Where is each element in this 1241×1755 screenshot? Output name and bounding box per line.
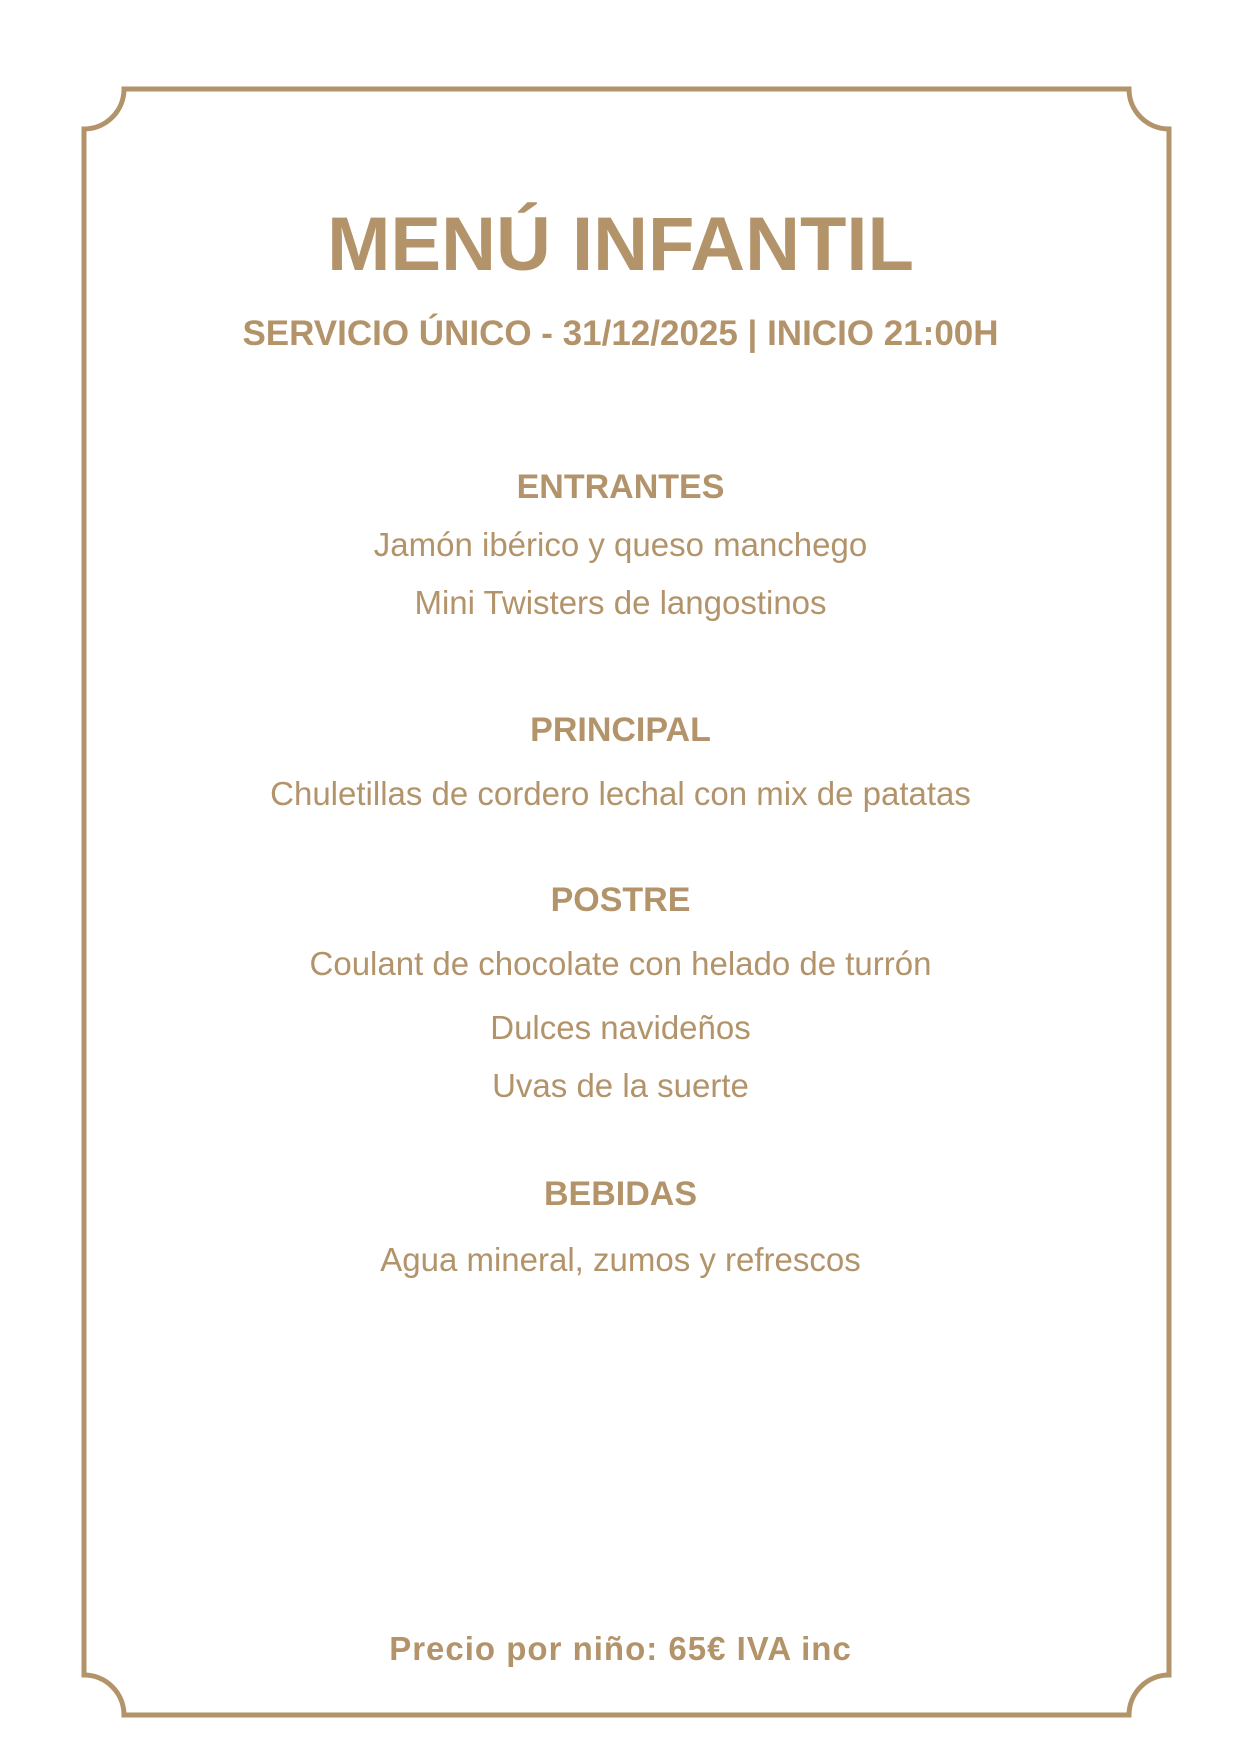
section-principal (0, 708, 1241, 816)
menu-title: MENÚ INFANTIL (327, 202, 914, 287)
price-per-child: Precio por niño: 65€ IVA inc (389, 1630, 852, 1667)
service-subtitle: SERVICIO ÚNICO - 31/12/2025 | INICIO 21:00H (242, 314, 999, 353)
menu-item: Coulant de chocolate con helado de turrón (309, 945, 932, 982)
section-bebidas (0, 1172, 1241, 1282)
section-postre (0, 878, 1241, 1108)
section-heading: BEBIDAS (543, 1175, 698, 1213)
section-heading: POSTRE (550, 881, 691, 919)
menu-item: Jamón ibérico y queso manchego (373, 526, 868, 563)
menu-item: Agua mineral, zumos y refrescos (380, 1241, 861, 1278)
menu-item: Uvas de la suerte (492, 1067, 749, 1104)
section-heading: PRINCIPAL (530, 711, 711, 749)
menu-item: Dulces navideños (490, 1009, 751, 1046)
menu-item: Chuletillas de cordero lechal con mix de patatas (270, 775, 971, 812)
menu-item: Mini Twisters de langostinos (414, 584, 827, 621)
section-heading: ENTRANTES (516, 468, 725, 506)
section-entrantes (0, 465, 1241, 625)
